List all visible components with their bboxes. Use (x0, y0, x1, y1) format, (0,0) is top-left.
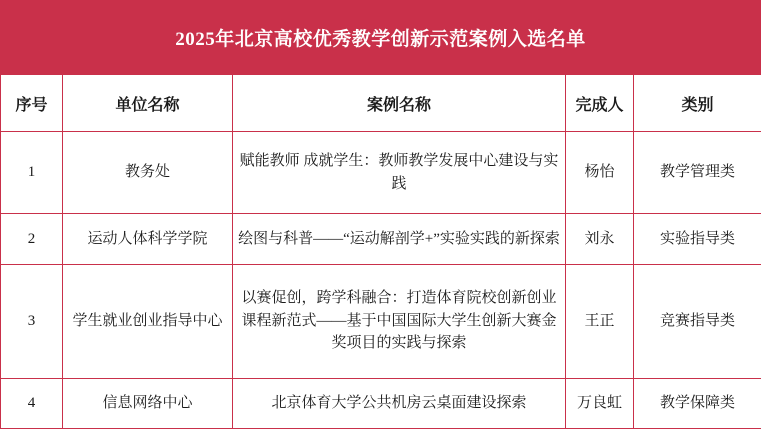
table-row (1, 264, 761, 378)
cell-case: 赋能教师 成就学生：教师教学发展中心建设与实践 (233, 132, 566, 214)
cell-author: 刘永 (566, 214, 634, 264)
cell-unit: 学生就业创业指导中心 (63, 264, 233, 378)
table-body (1, 132, 761, 429)
cell-unit: 教务处 (63, 132, 233, 214)
cell-case: 北京体育大学公共机房云桌面建设探索 (233, 378, 566, 428)
cell-index: 3 (1, 264, 63, 378)
cell-category: 教学保障类 (634, 378, 761, 428)
cell-author: 杨怡 (566, 132, 634, 214)
column-header-unit: 单位名称 (63, 75, 233, 132)
cell-category: 竞赛指导类 (634, 264, 761, 378)
selected-cases-table (0, 74, 761, 429)
document-title-banner (0, 0, 761, 74)
cell-case: 以赛促创，跨学科融合：打造体育院校创新创业课程新范式——基于中国国际大学生创新大赛金奖项目的实践与探索 (233, 264, 566, 378)
page-title: 2025年北京高校优秀教学创新示范案例入选名单 (175, 28, 586, 50)
cell-author: 王正 (566, 264, 634, 378)
column-header-category: 类别 (634, 75, 761, 132)
cell-case: 绘图与科普——“运动解剖学+”实验实践的新探索 (233, 214, 566, 264)
column-header-case: 案例名称 (233, 75, 566, 132)
cell-category: 实验指导类 (634, 214, 761, 264)
column-header-author: 完成人 (566, 75, 634, 132)
table-header (1, 75, 761, 132)
cell-category: 教学管理类 (634, 132, 761, 214)
cell-index: 4 (1, 378, 63, 428)
cell-unit: 运动人体科学学院 (63, 214, 233, 264)
table-row (1, 214, 761, 264)
table-row (1, 378, 761, 428)
table-row (1, 132, 761, 214)
cell-unit: 信息网络中心 (63, 378, 233, 428)
cell-index: 2 (1, 214, 63, 264)
cell-author: 万良虹 (566, 378, 634, 428)
cell-index: 1 (1, 132, 63, 214)
column-header-index: 序号 (1, 75, 63, 132)
table-header-row (1, 75, 761, 132)
